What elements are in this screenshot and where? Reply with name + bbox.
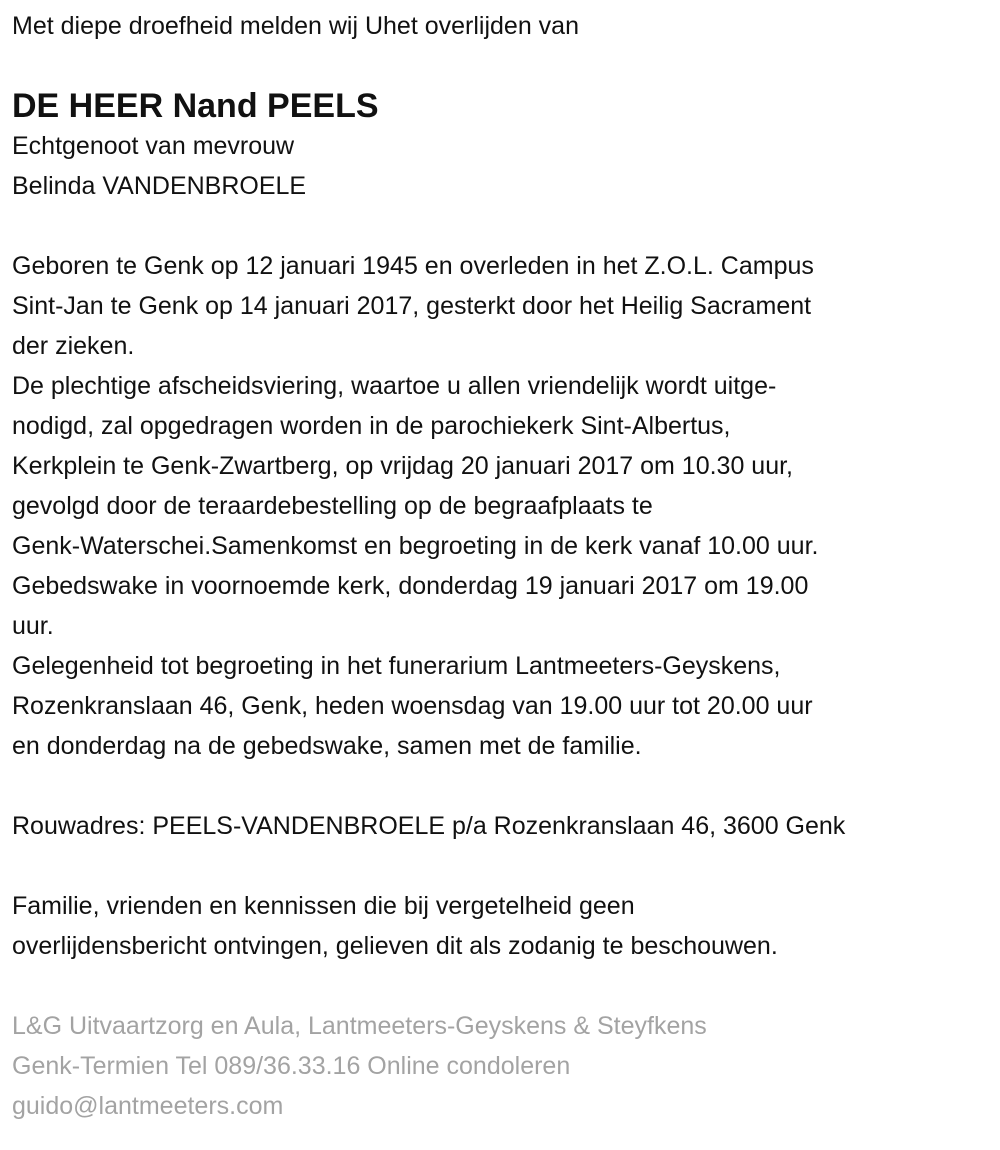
body-line: Rozenkranslaan 46, Genk, heden woensdag van 19.00 uur tot 20.00 uur <box>12 692 813 720</box>
body-line: Geboren te Genk op 12 januari 1945 en overleden in het Z.O.L. Campus <box>12 252 814 280</box>
body-line: gevolgd door de teraardebestelling op de begraafplaats te <box>12 492 653 520</box>
deceased-name: DE HEER Nand PEELS <box>12 87 379 125</box>
funeral-home-name: L&G Uitvaartzorg en Aula, Lantmeeters-Geyskens & Steyfkens <box>12 1012 707 1040</box>
funeral-home-contact: Genk-Termien Tel 089/36.33.16 Online condoleren <box>12 1052 571 1080</box>
body-line: Sint-Jan te Genk op 14 januari 2017, gesterkt door het Heilig Sacrament <box>12 292 812 320</box>
mourning-address: Rouwadres: PEELS-VANDENBROELE p/a Rozenkranslaan 46, 3600 Genk <box>12 812 846 840</box>
spouse-name: Belinda VANDENBROELE <box>12 172 307 200</box>
body-line: Gebedswake in voornoemde kerk, donderdag 19 januari 2017 om 19.00 <box>12 572 809 600</box>
body-line: De plechtige afscheidsviering, waartoe u allen vriendelijk wordt uitge- <box>12 372 777 400</box>
body-line: Genk-Waterschei.Samenkomst en begroeting in de kerk vanaf 10.00 uur. <box>12 532 819 560</box>
obituary-notice <box>12 6 1000 1126</box>
body-line: nodigd, zal opgedragen worden in de parochiekerk Sint-Albertus, <box>12 412 731 440</box>
body-line: en donderdag na de gebedswake, samen met de familie. <box>12 732 642 760</box>
notice-line: Familie, vrienden en kennissen die bij vergetelheid geen <box>12 892 635 920</box>
body-text <box>12 246 1000 766</box>
body-line: der zieken. <box>12 332 135 360</box>
spouse-line: Echtgenoot van mevrouw <box>12 132 295 160</box>
email-link[interactable]: guido@lantmeeters.com <box>12 1092 284 1120</box>
body-line: uur. <box>12 612 54 640</box>
funeral-home-footer <box>12 1006 1000 1126</box>
intro-text: Met diepe droefheid melden wij Uhet overlijden van <box>12 12 579 40</box>
body-line: Gelegenheid tot begroeting in het funerarium Lantmeeters-Geyskens, <box>12 652 781 680</box>
notice-line: overlijdensbericht ontvingen, gelieven dit als zodanig te beschouwen. <box>12 932 778 960</box>
body-line: Kerkplein te Genk-Zwartberg, op vrijdag 20 januari 2017 om 10.30 uur, <box>12 452 794 480</box>
